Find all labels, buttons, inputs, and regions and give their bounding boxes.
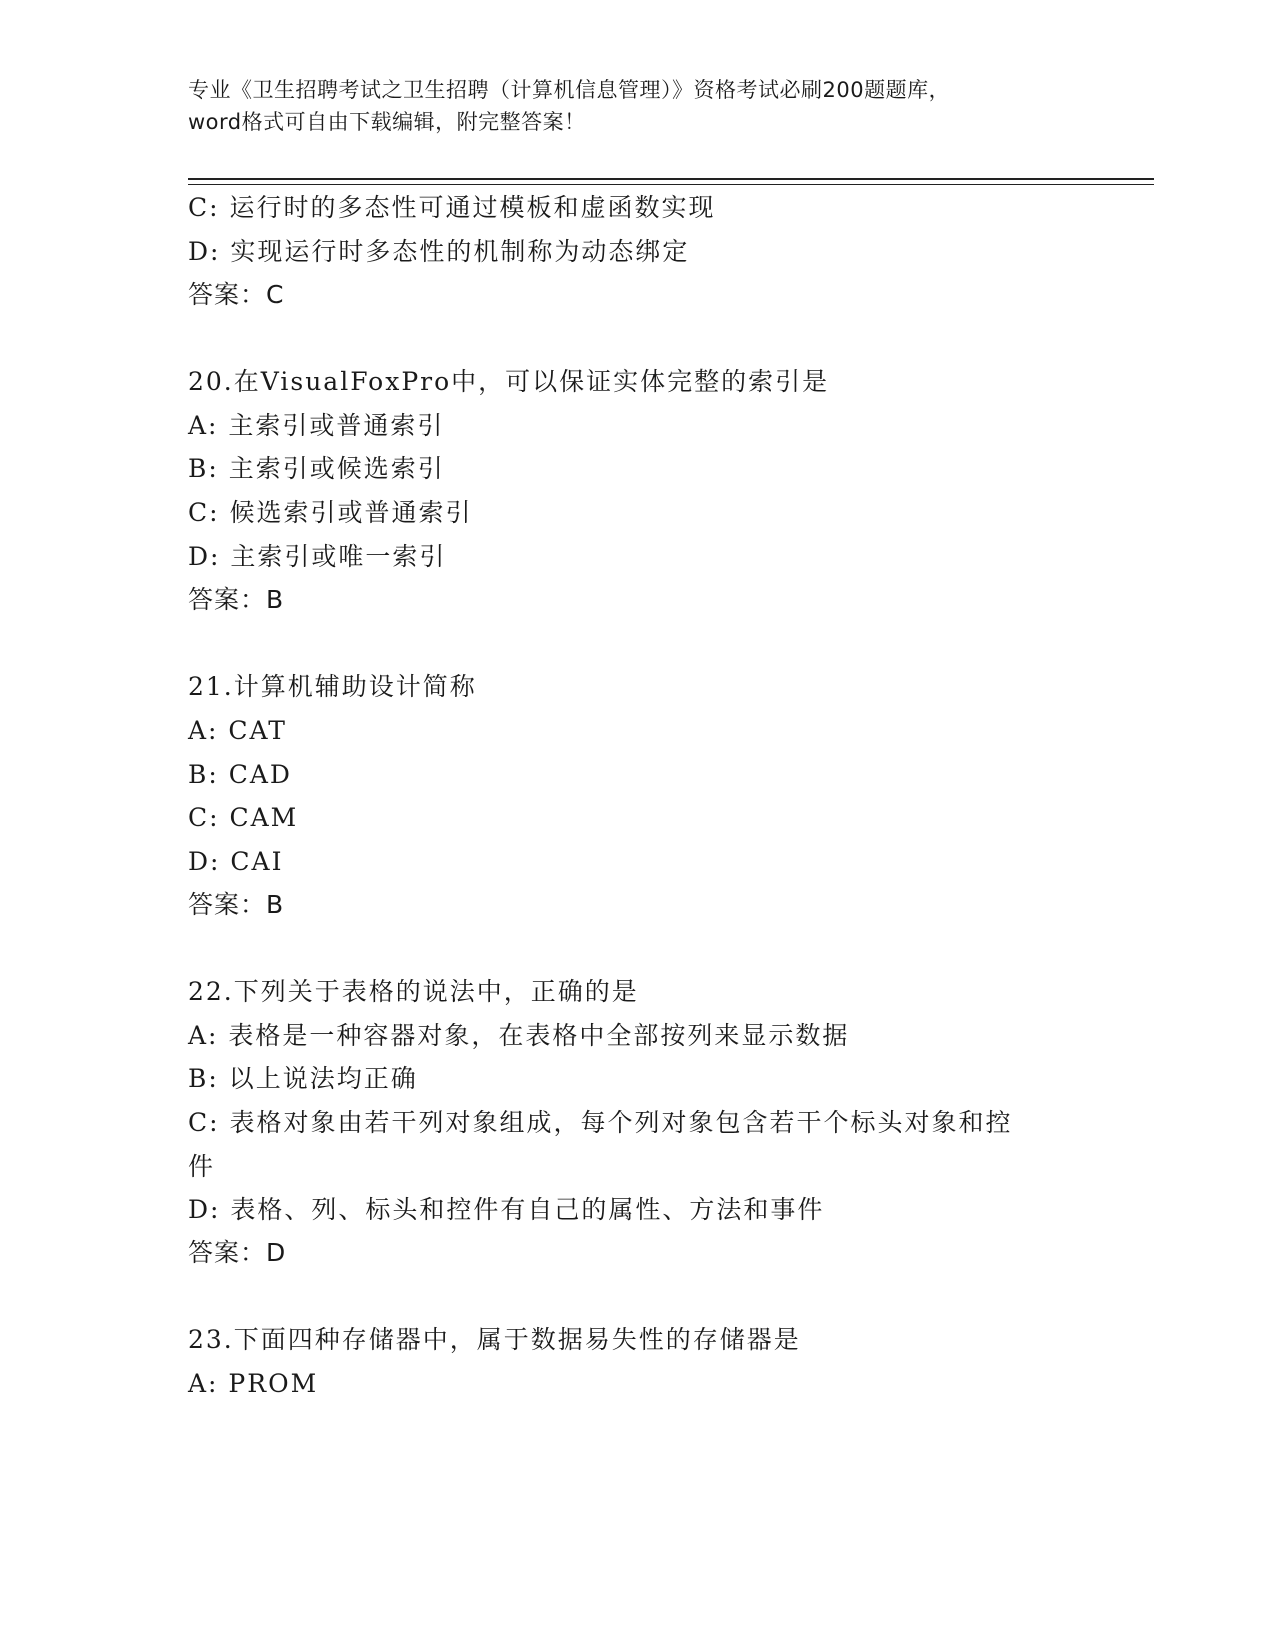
q21-option-c: C: CAM bbox=[188, 803, 299, 832]
q20-answer: 答案：B bbox=[188, 585, 285, 614]
q20-option-d: D: 主索引或唯一索引 bbox=[188, 542, 447, 571]
q19-option-d: D: 实现运行时多态性的机制称为动态绑定 bbox=[188, 237, 690, 266]
q22-option-a: A: 表格是一种容器对象，在表格中全部按列来显示数据 bbox=[188, 1021, 850, 1050]
q20-option-c: C: 候选索引或普通索引 bbox=[188, 498, 473, 527]
header-divider-thick bbox=[188, 178, 1154, 180]
q19-answer: 答案：C bbox=[188, 280, 285, 309]
q21-answer: 答案：B bbox=[188, 890, 285, 919]
q22-option-d: D: 表格、列、标头和控件有自己的属性、方法和事件 bbox=[188, 1195, 825, 1224]
q22-option-c-continued: 件 bbox=[188, 1152, 216, 1181]
q22-option-c: C: 表格对象由若干列对象组成，每个列对象包含若干个标头对象和控 bbox=[188, 1108, 1013, 1137]
q21-option-a: A: CAT bbox=[188, 716, 287, 745]
header-divider-thin bbox=[188, 184, 1154, 185]
q20-option-a: A: 主索引或普通索引 bbox=[188, 411, 445, 440]
q23-question: 23.下面四种存储器中，属于数据易失性的存储器是 bbox=[188, 1325, 801, 1354]
q21-question: 21.计算机辅助设计简称 bbox=[188, 672, 477, 701]
q21-option-b: B: CAD bbox=[188, 760, 292, 789]
q23-option-a: A: PROM bbox=[188, 1369, 319, 1398]
header-title-line-1: 专业《卫生招聘考试之卫生招聘（计算机信息管理）》资格考试必刷200题题库， bbox=[188, 78, 951, 102]
q19-option-c: C: 运行时的多态性可通过模板和虚函数实现 bbox=[188, 193, 716, 222]
header-title-line-2: word格式可自由下载编辑，附完整答案！ bbox=[188, 110, 586, 134]
q21-option-d: D: CAI bbox=[188, 847, 284, 876]
q22-answer: 答案：D bbox=[188, 1238, 287, 1267]
q20-question: 20.在VisualFoxPro中，可以保证实体完整的索引是 bbox=[188, 367, 830, 396]
q20-option-b: B: 主索引或候选索引 bbox=[188, 454, 445, 483]
q22-question: 22.下列关于表格的说法中，正确的是 bbox=[188, 977, 639, 1006]
q22-option-b: B: 以上说法均正确 bbox=[188, 1064, 418, 1093]
document-header bbox=[188, 74, 1088, 138]
